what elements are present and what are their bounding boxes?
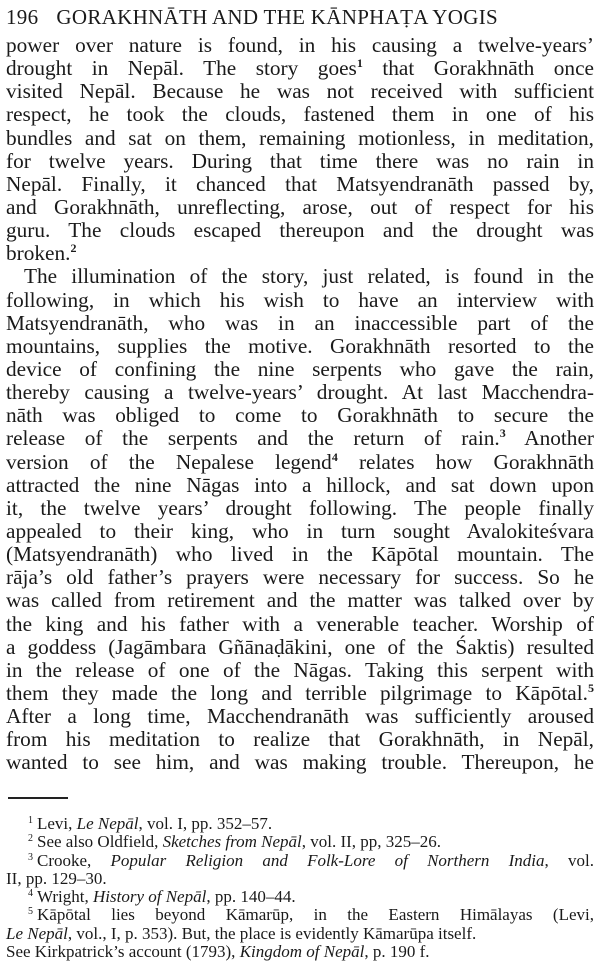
text-span: release of the serpents and the return of rain. bbox=[6, 426, 500, 451]
text-line: thereby causing a twelve-years’ drought. At last Macchendra- bbox=[6, 380, 594, 405]
text-line bbox=[6, 57, 594, 80]
text-line bbox=[6, 242, 594, 265]
text-span: relates how Gorakhnāth bbox=[337, 449, 595, 474]
footnote-4 bbox=[6, 888, 594, 906]
text-span: broken. bbox=[6, 241, 71, 266]
text-span: drought in Nepāl. The story goes bbox=[6, 56, 357, 81]
footnote-separator bbox=[8, 797, 68, 799]
text-line: for twelve years. During that time there was no rain in bbox=[6, 148, 594, 173]
footnote-5 bbox=[6, 906, 594, 924]
text-line: wanted to see him, and was making trouble. Thereupon, he bbox=[6, 750, 594, 775]
text-span: , vol. bbox=[544, 850, 595, 870]
footnote-2 bbox=[6, 833, 594, 851]
text-line: following, in which his wish to have an interview with bbox=[6, 287, 594, 312]
book-title: Sketches from Nepāl bbox=[162, 832, 302, 852]
text-line: visited Nepāl. Because he was not received with sufficient bbox=[6, 79, 594, 104]
text-span: Crooke, bbox=[37, 850, 111, 870]
text-line: respect, he took the clouds, fastened them in one of his bbox=[6, 102, 594, 127]
text-span: Wright, bbox=[37, 887, 93, 907]
text-span: See Kirkpatrick’s account (1793), bbox=[6, 942, 240, 962]
text-span: , pp. 140–44. bbox=[206, 887, 296, 907]
text-span: Another bbox=[505, 426, 595, 451]
text-span: that Gorakhnāth once bbox=[362, 56, 594, 81]
footnote-number: 2 bbox=[28, 833, 33, 845]
footnote-ref-4: 4 bbox=[331, 449, 338, 464]
text-line: it, the twelve years’ drought following. The people finally bbox=[6, 495, 594, 520]
book-title: Kingdom of Nepāl bbox=[239, 942, 365, 962]
book-title: History of Nepāl bbox=[92, 887, 207, 907]
footnote-3 bbox=[6, 852, 594, 870]
text-span: Levi, bbox=[37, 814, 77, 833]
text-line: guru. The clouds escaped thereupon and the drought was bbox=[6, 218, 594, 243]
text-line: power over nature is found, in his causing a twelve-years’ bbox=[6, 33, 594, 57]
page-number: 196 bbox=[6, 5, 39, 29]
text-line: device of confining the nine serpents who gave the rain, bbox=[6, 356, 594, 381]
footnote-1 bbox=[6, 815, 594, 833]
footnote-ref-5: 5 bbox=[588, 680, 594, 695]
text-line: a goddess (Jagāmbara Gñānaḍākini, one of the Śaktis) resulted bbox=[6, 634, 594, 659]
footnote-5-continued bbox=[6, 925, 594, 943]
text-line: attracted the nine Nāgas into a hillock, and sat down upon bbox=[6, 472, 594, 497]
text-line: rāja’s old father’s prayers were necessary for success. So he bbox=[6, 565, 594, 590]
footnote-ref-3: 3 bbox=[499, 426, 506, 441]
text-line: Nepāl. Finally, it chanced that Matsyendranāth passed by, bbox=[6, 171, 594, 196]
footnote-number: 3 bbox=[28, 851, 33, 863]
text-span: version of the Nepalese legend bbox=[6, 449, 332, 474]
running-title: GORAKHNĀTH AND THE KĀNPHAṬA YOGIS bbox=[56, 5, 498, 29]
footnote-ref-2: 2 bbox=[70, 241, 77, 256]
text-line: bundles and sat on them, remaining motionless, in meditation, bbox=[6, 125, 594, 150]
text-line: After a long time, Macchendranāth was sufficiently aroused bbox=[6, 704, 594, 729]
body-text bbox=[6, 34, 594, 775]
text-line: and Gorakhnāth, unreflecting, arose, out of respect for his bbox=[6, 194, 594, 219]
text-span: , vol. I, pp. 352–57. bbox=[138, 814, 273, 833]
text-line: Matsyendranāth, who was in an inaccessible part of the bbox=[6, 310, 594, 335]
text-span: See also Oldfield, bbox=[37, 832, 163, 852]
footnote-ref-1: 1 bbox=[356, 56, 363, 71]
text-span: Kāpōtal lies beyond Kāmarūp, in the Eastern Himālayas (Levi, bbox=[37, 905, 594, 925]
text-line: from his meditation to realize that Gorakhnāth, in Nepāl, bbox=[6, 727, 594, 752]
text-span: them they made the long and terrible pilgrimage to Kāpōtal. bbox=[6, 680, 588, 705]
running-head bbox=[6, 4, 594, 30]
book-title: Le Nepāl bbox=[6, 923, 68, 943]
text-line bbox=[6, 451, 594, 474]
text-span: , p. 190 f. bbox=[364, 942, 430, 962]
text-line bbox=[6, 682, 594, 705]
text-line: appealed to their king, who in turn sought Avalokiteśvara bbox=[6, 518, 594, 543]
text-span: , vol. II, pp, 325–26. bbox=[301, 832, 442, 852]
text-line: (Matsyendranāth) who lived in the Kāpōtal mountain. The bbox=[6, 542, 594, 567]
book-title: Popular Religion and Folk-Lore of Northern India bbox=[110, 850, 545, 870]
footnote-number: 4 bbox=[28, 888, 33, 900]
footnotes bbox=[6, 815, 594, 961]
text-line: was called from retirement and the matter was talked over by bbox=[6, 588, 594, 613]
text-line: nāth was obliged to come to Gorakhnāth to secure the bbox=[6, 403, 594, 428]
text-line: the king and his father with a venerable teacher. Worship of bbox=[6, 611, 594, 636]
text-span: , vol., I, p. 353). But, the place is evidently Kāmarūpa itself. bbox=[67, 923, 477, 943]
paragraph-start-line: The illumination of the story, just related, is found in the bbox=[24, 264, 594, 289]
footnote-number: 5 bbox=[28, 906, 33, 918]
footnote-number: 1 bbox=[28, 815, 33, 826]
book-title: Le Nepāl bbox=[76, 814, 139, 833]
footnote-3-continued: II, pp. 129–30. bbox=[6, 868, 107, 888]
text-line: mountains, supplies the motive. Gorakhnāth resorted to the bbox=[6, 333, 594, 358]
footnote-5-continued bbox=[6, 943, 594, 961]
text-line bbox=[6, 427, 594, 450]
text-line: in the release of one of the Nāgas. Taking this serpent with bbox=[6, 657, 594, 682]
